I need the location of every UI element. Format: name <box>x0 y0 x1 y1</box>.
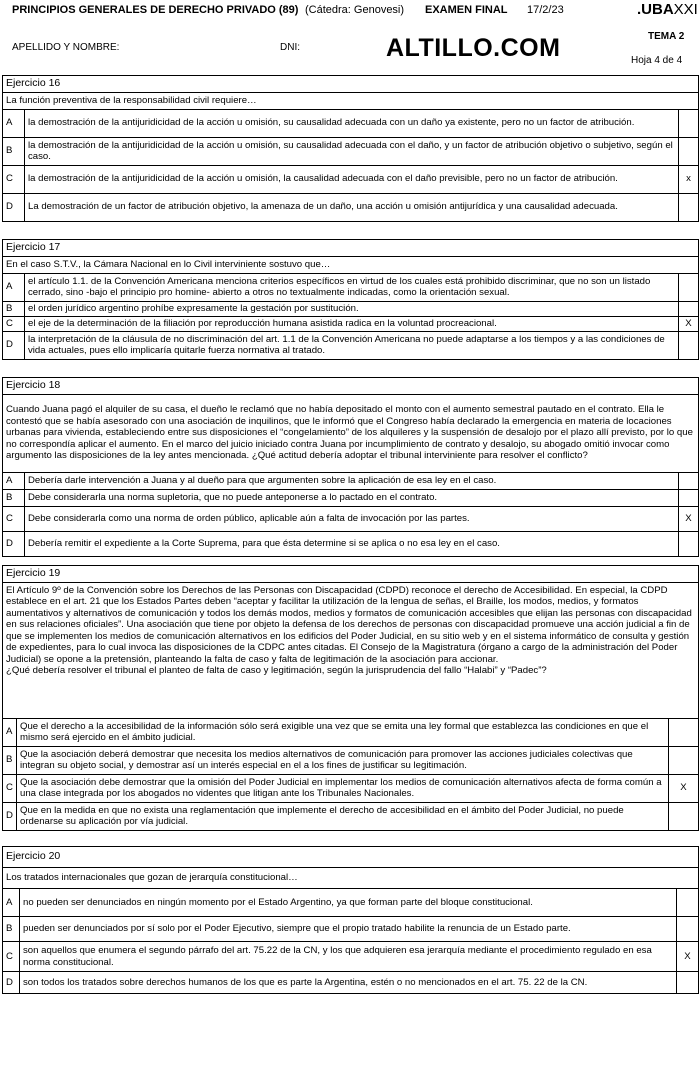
exercise-question: ¿Qué debería resolver el tribunal el planteo de falta de caso y legitimación, según la jurisprudencia del fallo “Halabi” y “Padec”? <box>6 665 547 676</box>
answer-cell[interactable] <box>669 802 699 830</box>
answer-cell[interactable]: X <box>669 774 699 802</box>
page-indicator: Hoja 4 de 4 <box>631 55 683 66</box>
answer-cell[interactable] <box>679 273 699 301</box>
option-letter: A <box>3 273 25 301</box>
option-row <box>3 972 699 994</box>
option-text: el artículo 1.1. de la Convención Americana menciona criterios específicos en virtud de los cuales está prohibido discriminar, que no son un listado cerrado, sino -bajo el principio pro homine- abierto a otros no textualmente indicadas, como la orientación sexual. <box>25 273 679 301</box>
option-letter: B <box>3 489 25 506</box>
option-row <box>3 472 699 489</box>
option-row <box>3 774 699 802</box>
exercise-prompt-text: El Artículo 9º de la Convención sobre los Derechos de las Personas con Discapacidad (CDPD) reconoce el derecho de Accesibilidad. En especial, la CDPD establece en el art. 21 que los Estados Partes deben “aceptar y facilitar la utilización de la lengua de señas, el Braille, los modos, medios, y formatos aumentativos y alternativos de comunicación y todos los demás modos, medios y formatos de comunicación accesibles que elijan las personas con discapacidad en sus relaciones oficiales”. Una asociación que tiene por objeto la defensa de los derechos de personas con discapacidad promueve una acción judicial a fin de que se implementen los medios de comunicación alternativos en los edificios del Poder Judicial, en su sitio web y en el sistema informático de consulta y gestión de expedientes, para lo cual invoca las disposiciones de la CDPC antes citadas. El Consejo de la Magistratura (órgano a cargo de la administración del Poder Judicial) se opone a la pretensión, planteando la falta de caso y falta de legitimación de la asociación para accionar. <box>6 584 692 665</box>
answer-cell[interactable] <box>677 889 699 917</box>
option-text: Debería remitir el expediente a la Corte Suprema, para que ésta determine si se aplica o no esa ley en el caso. <box>25 531 679 556</box>
exercise-prompt <box>3 582 699 718</box>
exercise-title: Ejercicio 17 <box>3 240 699 257</box>
option-letter: D <box>3 802 17 830</box>
answer-cell[interactable] <box>679 137 699 165</box>
exercise-16-table <box>2 75 699 222</box>
exercise-prompt: En el caso S.T.V., la Cámara Nacional en lo Civil interviniente sostuvo que… <box>3 256 699 273</box>
option-text: Que en la medida en que no exista una reglamentación que implemente el derecho de accesibilidad en el ámbito del Poder Judicial, no puede ordenarse su aplicación por vía judicial. <box>17 802 669 830</box>
exercise-18-table <box>2 377 699 557</box>
option-row <box>3 273 699 301</box>
uba-logo <box>637 1 698 18</box>
option-text: el orden jurídico argentino prohíbe expresamente la gestación por sustitución. <box>25 301 679 316</box>
option-text: Debe considerarla como una norma de orden público, aplicable aún a falta de invocación por las partes. <box>25 506 679 531</box>
exercise-title: Ejercicio 20 <box>3 847 699 868</box>
option-text: Debe considerarla una norma supletoria, que no puede anteponerse a lo pactado en el contrato. <box>25 489 679 506</box>
option-letter: A <box>3 109 25 137</box>
answer-cell[interactable] <box>679 301 699 316</box>
answer-cell[interactable]: x <box>679 165 699 193</box>
exercise-prompt: La función preventiva de la responsabilidad civil requiere… <box>3 92 699 109</box>
option-text: son aquellos que enumera el segundo párrafo del art. 75.22 de la CN, y los que adquieren esa jerarquía mediante el procedimiento regulado en esa norma constitucional. <box>20 942 677 972</box>
exercise-20-table <box>2 846 699 994</box>
option-row <box>3 301 699 316</box>
dni-label: DNI: <box>280 42 300 53</box>
option-row <box>3 165 699 193</box>
option-letter: D <box>3 331 25 359</box>
exercise-17-table <box>2 239 699 360</box>
answer-cell[interactable] <box>679 331 699 359</box>
option-text: Que la asociación deberá demostrar que necesita los medios alternativos de comunicación para promover las acciones judiciales colectivas que integran su objeto social, y demostrar así un interés especial en el a los fines de justificar su legitimación. <box>17 746 669 774</box>
exercise-title: Ejercicio 19 <box>3 566 699 583</box>
option-letter: B <box>3 746 17 774</box>
answer-cell[interactable]: X <box>677 942 699 972</box>
option-row <box>3 802 699 830</box>
option-text: La demostración de un factor de atribución objetivo, la amenaza de un daño, una acción u omisión antijurídica y una causalidad adecuada. <box>25 193 679 221</box>
exam-type: EXAMEN FINAL <box>425 4 508 16</box>
option-row <box>3 506 699 531</box>
option-letter: D <box>3 193 25 221</box>
option-letter: B <box>3 917 20 942</box>
option-row <box>3 489 699 506</box>
option-row <box>3 917 699 942</box>
answer-cell[interactable] <box>679 531 699 556</box>
exercise-title: Ejercicio 18 <box>3 378 699 395</box>
option-row <box>3 942 699 972</box>
option-row <box>3 531 699 556</box>
option-letter: D <box>3 531 25 556</box>
option-letter: C <box>3 774 17 802</box>
option-row <box>3 137 699 165</box>
option-row <box>3 718 699 746</box>
option-letter: C <box>3 316 25 331</box>
option-letter: A <box>3 718 17 746</box>
answer-cell[interactable]: X <box>679 316 699 331</box>
answer-cell[interactable] <box>677 972 699 994</box>
option-letter: D <box>3 972 20 994</box>
exercise-prompt: Los tratados internacionales que gozan de jerarquía constitucional… <box>3 868 699 889</box>
option-text: la demostración de la antijuridicidad de la acción u omisión, la causalidad adecuada con el daño previsible, pero no un factor de atribución. <box>25 165 679 193</box>
option-row <box>3 193 699 221</box>
answer-cell[interactable] <box>679 472 699 489</box>
course-title: PRINCIPIOS GENERALES DE DERECHO PRIVADO (89) <box>12 4 299 16</box>
altillo-logo: ALTILLO.COM <box>386 34 561 62</box>
answer-cell[interactable]: X <box>679 506 699 531</box>
name-label: APELLIDO Y NOMBRE: <box>12 42 120 53</box>
option-text: la demostración de la antijuridicidad de la acción u omisión, su causalidad adecuada con el daño, y un factor de atribución objetivo o subjetivo, según el caso. <box>25 137 679 165</box>
option-letter: C <box>3 506 25 531</box>
exercise-title: Ejercicio 16 <box>3 76 699 93</box>
option-row <box>3 889 699 917</box>
option-text: Que la asociación debe demostrar que la omisión del Poder Judicial en implementar los medios de comunicación alternativos afecta de forma común a una clase integrada por los abogados no videntes que litigan ante los Tribunales Nacionales. <box>17 774 669 802</box>
answer-cell[interactable] <box>679 109 699 137</box>
option-text: la demostración de la antijuridicidad de la acción u omisión, su causalidad adecuada con un daño ya existente, pero no un factor de atribución. <box>25 109 679 137</box>
answer-cell[interactable] <box>669 746 699 774</box>
option-text: pueden ser denunciados por sí solo por el Poder Ejecutivo, siempre que el propio tratado habilite la renuncia de un Estado parte. <box>20 917 677 942</box>
option-letter: A <box>3 472 25 489</box>
tema-label: TEMA 2 <box>648 31 685 42</box>
exercise-19-table <box>2 565 699 831</box>
option-row <box>3 331 699 359</box>
option-text: la interpretación de la cláusula de no discriminación del art. 1.1 de la Convención Americana no puede adaptarse a los tiempos y a las condiciones de vida actuales, pues ello implicaría quitarle fuerza normativa al tratado. <box>25 331 679 359</box>
answer-cell[interactable] <box>669 718 699 746</box>
exercise-prompt: Cuando Juana pagó el alquiler de su casa, el dueño le reclamó que no había depositado el monto con el aumento semestral pautado en el contrato. Ella le contestó que se había asesorado con una asociación de inquilinos, que le informó que el Congreso había declarado la emergencia en materia de locaciones urbanas para vivienda, estableciendo entre sus disposiciones el “congelamiento” de los alquileres y la suspensión de desalojo por el plazo allí previsto, por lo que no correspondía aplicar el aumento. En el marco del juicio iniciado contra Juana por incumplimiento de contrato y desalojo, su abogado omitió invocar como argumento las disposiciones de la ley antes mencionada. ¿Qué actitud debería adoptar el tribunal interviniente para resolver el conflicto? <box>3 394 699 472</box>
exam-date: 17/2/23 <box>527 4 564 16</box>
option-row <box>3 109 699 137</box>
uba-logo-light: XXI <box>673 1 698 18</box>
option-text: son todos los tratados sobre derechos humanos de los que es parte la Argentina, estén o no mencionados en el art. 75. 22 de la CN. <box>20 972 677 994</box>
catedra-label: (Cátedra: Genovesi) <box>305 4 405 16</box>
option-text: el eje de la determinación de la filiación por reproducción humana asistida radica en la voluntad procreacional. <box>25 316 679 331</box>
answer-cell[interactable] <box>677 917 699 942</box>
option-letter: C <box>3 942 20 972</box>
option-row <box>3 316 699 331</box>
option-text: Debería darle intervención a Juana y al dueño para que argumenten sobre la aplicación de esa ley en el caso. <box>25 472 679 489</box>
option-text: no pueden ser denunciados en ningún momento por el Estado Argentino, ya que forman parte del bloque constitucional. <box>20 889 677 917</box>
option-row <box>3 746 699 774</box>
option-letter: C <box>3 165 25 193</box>
answer-cell[interactable] <box>679 489 699 506</box>
answer-cell[interactable] <box>679 193 699 221</box>
option-letter: B <box>3 137 25 165</box>
uba-logo-bold: .UBA <box>637 1 674 18</box>
option-text: Que el derecho a la accesibilidad de la información sólo será exigible una vez que se emita una ley formal que establezca las condiciones en que el mismo será ejercido en el ámbito judicial. <box>17 718 669 746</box>
option-letter: B <box>3 301 25 316</box>
option-letter: A <box>3 889 20 917</box>
